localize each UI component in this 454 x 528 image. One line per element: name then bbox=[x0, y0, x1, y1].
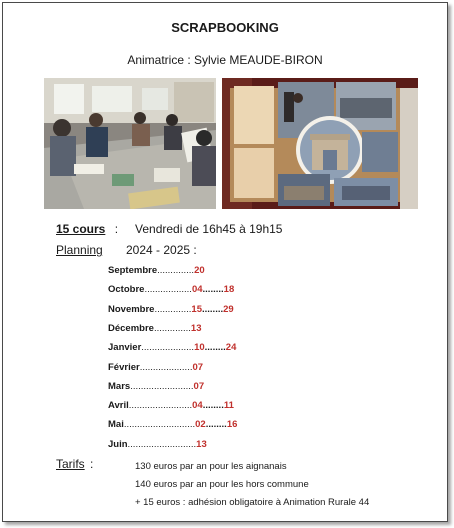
month-dots: .............. bbox=[154, 303, 192, 315]
month-row bbox=[108, 265, 205, 279]
month-date: 13 bbox=[196, 438, 207, 450]
month-dots: .................... bbox=[141, 342, 195, 354]
month-dots: .............. bbox=[153, 322, 191, 334]
month-name: Janvier bbox=[108, 342, 142, 354]
month-separator: ........ bbox=[202, 303, 224, 315]
workshop-photo bbox=[44, 78, 216, 209]
month-row bbox=[108, 342, 236, 356]
month-date: 15 bbox=[191, 303, 202, 315]
month-name: Février bbox=[108, 361, 140, 373]
month-name: Octobre bbox=[108, 284, 145, 296]
tarifs-label: Tarifs bbox=[56, 457, 85, 471]
month-row bbox=[108, 439, 207, 453]
month-row bbox=[108, 304, 234, 318]
month-date: 13 bbox=[190, 322, 202, 334]
month-dots: ........................ bbox=[130, 380, 194, 392]
planning-label: Planning bbox=[56, 243, 103, 257]
month-name: Septembre bbox=[108, 265, 158, 276]
month-date: 07 bbox=[192, 361, 204, 373]
tarif-line: 140 euros par an pour les hors commune bbox=[135, 479, 309, 490]
month-name: Mai bbox=[108, 419, 124, 431]
animatrice-line: Animatrice : Sylvie MEAUDE-BIRON bbox=[127, 53, 323, 67]
month-dots: .......................... bbox=[127, 438, 197, 450]
courses-schedule: Vendredi de 16h45 à 19h15 bbox=[135, 222, 283, 236]
scrapbook-photo bbox=[222, 78, 418, 209]
month-row bbox=[108, 323, 201, 337]
month-name: Juin bbox=[108, 438, 128, 450]
tarif-line: 130 euros par an pour les aignanais bbox=[135, 461, 287, 472]
courses-label: 15 cours bbox=[56, 222, 106, 236]
month-date: 10 bbox=[194, 342, 205, 354]
planning-years: 2024 - 2025 : bbox=[126, 243, 197, 257]
month-row bbox=[108, 381, 204, 395]
month-date: 29 bbox=[223, 303, 234, 315]
month-dots: ........................ bbox=[128, 400, 193, 412]
tarif-line: + 15 euros : adhésion obligatoire à Animation Rurale 44 bbox=[135, 497, 370, 508]
month-row bbox=[108, 400, 234, 414]
courses-row bbox=[56, 222, 283, 236]
courses-colon: : bbox=[114, 222, 119, 236]
month-date: 24 bbox=[225, 342, 237, 354]
month-dots: .................... bbox=[139, 361, 193, 373]
month-separator: ........ bbox=[205, 419, 227, 431]
month-name: Avril bbox=[108, 400, 129, 412]
month-date: 11 bbox=[223, 400, 234, 412]
flyer-card bbox=[2, 2, 448, 522]
page-title: SCRAPBOOKING bbox=[171, 20, 279, 35]
month-row bbox=[108, 419, 237, 433]
month-separator: ........ bbox=[202, 400, 224, 412]
planning-row bbox=[56, 243, 197, 257]
month-separator: ........ bbox=[204, 342, 226, 354]
month-name: Novembre bbox=[108, 303, 155, 315]
month-separator: ........ bbox=[202, 284, 224, 296]
month-dots: .............. bbox=[157, 265, 195, 276]
month-row bbox=[108, 362, 203, 376]
tarifs-colon: : bbox=[90, 457, 94, 471]
month-date: 07 bbox=[193, 380, 205, 392]
month-name: Décembre bbox=[108, 322, 154, 334]
month-date: 16 bbox=[226, 419, 238, 431]
month-date: 04 bbox=[192, 400, 203, 412]
month-row bbox=[108, 284, 234, 298]
month-date: 20 bbox=[194, 265, 205, 276]
month-dots: .................. bbox=[144, 284, 192, 296]
month-date: 04 bbox=[191, 284, 203, 296]
month-name: Mars bbox=[108, 380, 131, 392]
month-date: 18 bbox=[223, 284, 235, 296]
month-dots: ........................... bbox=[123, 419, 196, 431]
month-date: 02 bbox=[195, 419, 206, 431]
